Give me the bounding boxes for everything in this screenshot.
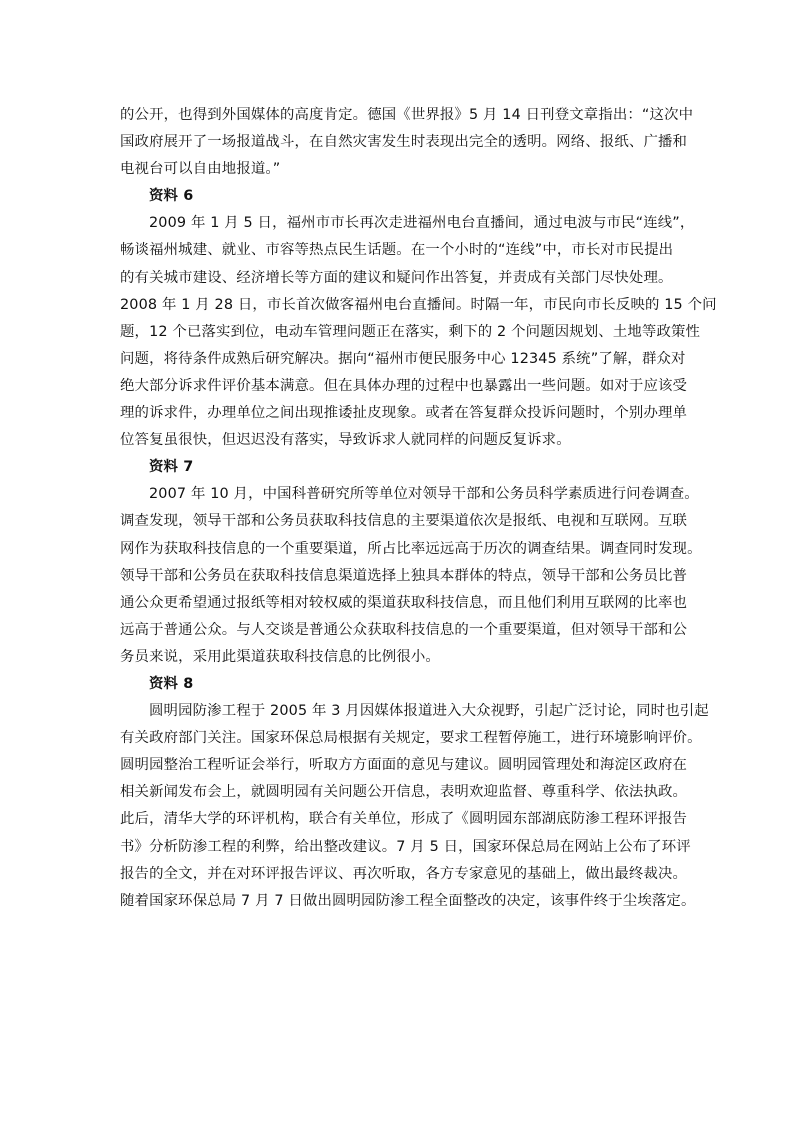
paragraph-line: 的有关城市建设、经济增长等方面的建议和疑问作出答复，并责成有关部门尽快处理。 [120,269,673,286]
paragraph-line: 书》分析防渗工程的利弊，给出整改建议。7 月 5 日，国家环保总局在网站上公布了环评 [120,838,691,855]
section-material-8 [120,671,709,915]
paragraph-line: 此后，清华大学的环评机构，联合有关单位，形成了《圆明园东部湖底防渗工程环评报告 [120,811,688,828]
paragraph-line: 题，12 个已落实到位，电动车管理问题正在落实，剩下的 2 个问题因规划、土地等政策性 [120,323,701,340]
section-heading: 资料 6 [149,188,194,205]
paragraph-line: 远高于普通公众。与人交谈是普通公众获取科技信息的一个重要渠道，但对领导干部和公 [120,621,688,638]
section-heading: 资料 7 [149,459,194,476]
paragraph-line: 领导干部和公务员在获取科技信息渠道选择上独具本群体的特点，领导干部和公务员比普 [120,567,688,584]
paragraph-line: 通公众更希望通过报纸等相对较权威的渠道获取科技信息，而且他们利用互联网的比率也 [120,594,688,611]
paragraph-line: 有关政府部门关注。国家环保总局根据有关规定，要求工程暂停施工，进行环境影响评价。 [120,730,702,747]
document-page [120,102,717,915]
paragraph-line: 问题，将待条件成熟后研究解决。据向“福州市便民服务中心 12345 系统”了解，群众对 [120,350,686,367]
paragraph-line: 务员来说，采用此渠道获取科技信息的比例很小。 [120,648,440,665]
paragraph-line: 调查发现，领导干部和公务员获取科技信息的主要渠道依次是报纸、电视和互联网。互联 [120,513,688,530]
paragraph-line: 圆明园防渗工程于 2005 年 3 月因媒体报道进入大众视野，引起广泛讨论，同时也引起 [149,703,709,720]
paragraph-line: 绝大部分诉求件评价基本满意。但在具体办理的过程中也暴露出一些问题。如对于应该受 [120,377,688,394]
section-material-6 [120,183,717,454]
paragraph-line: 网作为获取科技信息的一个重要渠道，所占比率远远高于历次的调查结果。调查同时发现。 [120,540,702,557]
paragraph-line: 2007 年 10 月，中国科普研究所等单位对领导干部和公务员科学素质进行问卷调查。 [149,486,699,503]
paragraph-line: 的公开，也得到外国媒体的高度肯定。德国《世界报》5 月 14 日刊登文章指出：“这次中 [120,107,694,123]
paragraph-line: 圆明园整治工程听证会举行，听取方方面面的意见与建议。圆明园管理处和海淀区政府在 [120,757,688,774]
paragraph-line: 报告的全文，并在对环评报告评议、再次听取，各方专家意见的基础上，做出最终裁决。 [120,865,688,882]
paragraph-line: 随着国家环保总局 7 月 7 日做出圆明园防渗工程全面整改的决定，该事件终于尘埃落定。 [120,892,696,909]
paragraph-line: 位答复虽很快，但迟迟没有落实，导致诉求人就同样的问题反复诉求。 [120,432,571,449]
paragraph-line: 电视台可以自由地报道。” [120,161,281,178]
paragraph-line: 理的诉求件，办理单位之间出现推诿扯皮现象。或者在答复群众投诉问题时，个别办理单 [120,405,688,422]
section-material-7 [120,454,702,671]
paragraph-line: 2008 年 1 月 28 日，市长首次做客福州电台直播间。时隔一年，市民向市长反映的 15 个问 [120,296,717,313]
paragraph-line: 国政府展开了一场报道战斗，在自然灾害发生时表现出完全的透明。网络、报纸、广播和 [120,134,688,151]
paragraph-line: 相关新闻发布会上，就圆明园有关问题公开信息，表明欢迎监督、尊重科学、依法执政。 [120,784,688,801]
section-heading: 资料 8 [149,675,194,692]
paragraph-line: 畅谈福州城建、就业、市容等热点民生话题。在一个小时的“连线”中，市长对市民提出 [120,242,674,259]
section-intro [120,102,694,183]
paragraph-line: 2009 年 1 月 5 日，福州市市长再次走进福州电台直播间，通过电波与市民“连线”， [149,215,695,232]
